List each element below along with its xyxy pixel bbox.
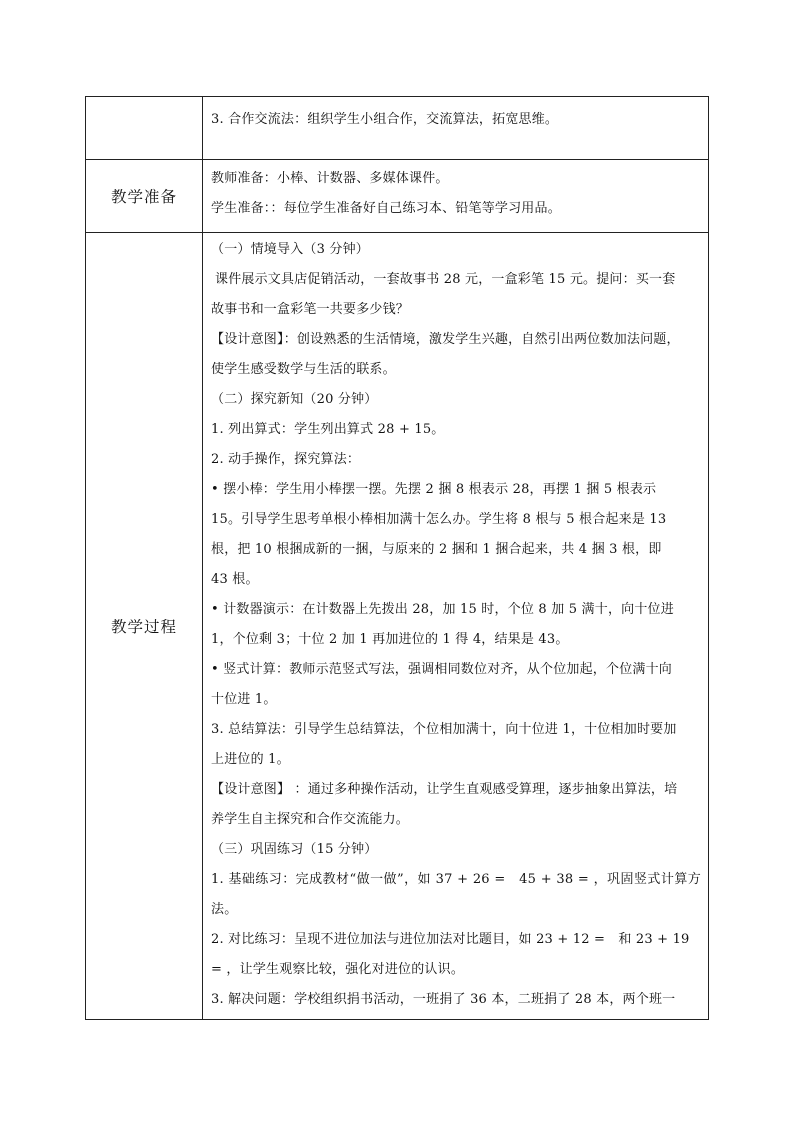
section-heading: （三）巩固练习（15 分钟） bbox=[211, 842, 378, 857]
text-line: 15。引导学生思考单根小棒相加满十怎么办。学生将 8 根与 5 根合起来是 13 bbox=[211, 512, 667, 527]
preparation-cell bbox=[203, 160, 709, 233]
row-label-preparation: 教学准备 bbox=[86, 160, 203, 233]
lesson-plan-table bbox=[85, 96, 709, 1020]
text-line: 课件展示文具店促销活动，一套故事书 28 元，一盒彩笔 15 元。提问：买一套 bbox=[215, 272, 676, 287]
process-cell bbox=[203, 233, 709, 1020]
text-line: 【设计意图】：创设熟悉的生活情境，激发学生兴趣，自然引出两位数加法问题， bbox=[211, 332, 680, 347]
text-line: 1. 列出算式：学生列出算式 28 + 15。 bbox=[211, 422, 445, 437]
text-line: 根，把 10 根捆成新的一捆，与原来的 2 捆和 1 捆合起来，共 4 捆 3 根，即 bbox=[211, 542, 662, 557]
text-line: 学生准备：：每位学生准备好自己练习本、铅笔等学习用品。 bbox=[211, 201, 561, 216]
text-line: 2. 动手操作，探究算法： bbox=[211, 452, 361, 467]
text-line: 使学生感受数学与生活的联系。 bbox=[211, 362, 396, 377]
row-label-process: 教学过程 bbox=[86, 233, 203, 1020]
text-line: 【设计意图】 ：通过多种操作活动，让学生直观感受算理，逐步抽象出算法，培 bbox=[211, 782, 678, 797]
text-line: 3. 解决问题：学校组织捐书活动，一班捐了 36 本，二班捐了 28 本，两个班一 bbox=[211, 992, 676, 1007]
table-row-process bbox=[86, 233, 709, 1020]
text-line: • 摆小棒：学生用小棒摆一摆。先摆 2 捆 8 根表示 28，再摆 1 捆 5 根表示 bbox=[211, 482, 657, 497]
section-heading: （一）情境导入（3 分钟） bbox=[211, 242, 370, 257]
row-label-empty bbox=[86, 97, 203, 160]
text-line: 3. 总结算法：引导学生总结算法，个位相加满十，向十位进 1，十位相加时要加 bbox=[211, 722, 677, 737]
text-line: 故事书和一盒彩笔一共要多少钱？ bbox=[211, 302, 410, 317]
text-line: 教师准备：小棒、计数器、多媒体课件。 bbox=[211, 171, 449, 186]
text-line: • 竖式计算：教师示范竖式写法，强调相同数位对齐，从个位加起，个位满十向 bbox=[211, 662, 673, 677]
text-line: 1，个位剩 3；十位 2 加 1 再加进位的 1 得 4，结果是 43。 bbox=[211, 632, 569, 647]
text-line: 上进位的 1。 bbox=[211, 752, 290, 767]
section-heading: （二）探究新知（20 分钟） bbox=[211, 392, 378, 407]
text-line: 1. 基础练习：完成教材“做一做”，如 37 + 26 = 45 + 38 = ，巩固竖式计算方法。 bbox=[211, 872, 701, 917]
text-line: 43 根。 bbox=[211, 572, 259, 587]
text-line: 3. 合作交流法：组织学生小组合作，交流算法，拓宽思维。 bbox=[211, 112, 559, 127]
table-row-preparation bbox=[86, 160, 709, 233]
text-line: 养学生自主探究和合作交流能力。 bbox=[211, 812, 410, 827]
text-line: 2. 对比练习：呈现不进位加法与进位加法对比题目，如 23 + 12 = 和 23 + 19 bbox=[211, 932, 690, 947]
text-line: 十位进 1。 bbox=[211, 692, 277, 707]
text-line: = ，让学生观察比较，强化对进位的认识。 bbox=[211, 962, 465, 977]
methods-cell bbox=[203, 97, 709, 160]
table-row-methods bbox=[86, 97, 709, 160]
text-line: • 计数器演示：在计数器上先拨出 28，加 15 时，个位 8 加 5 满十，向十位进 bbox=[211, 602, 674, 617]
